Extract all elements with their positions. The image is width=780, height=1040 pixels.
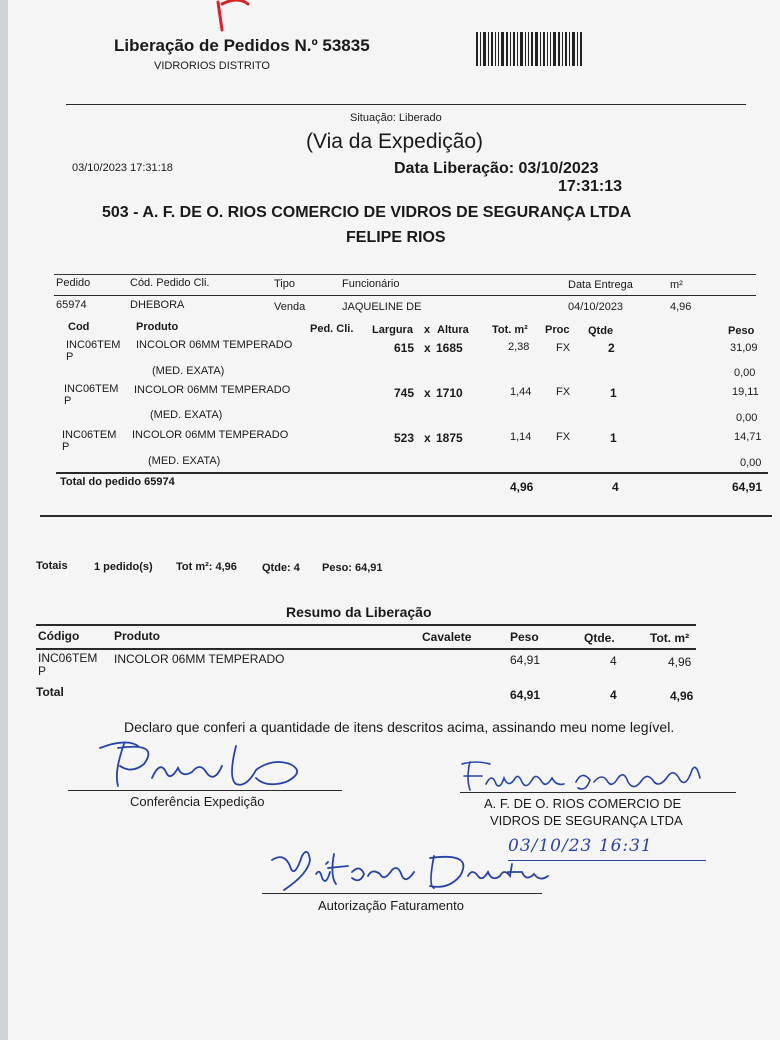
item-proc: FX (556, 342, 571, 354)
order-data-entrega: 04/10/2023 (568, 301, 624, 313)
barcode (476, 32, 596, 66)
item-altura: 1710 (436, 386, 463, 400)
signature-faturamento (264, 846, 554, 896)
order-funcionario: JAQUELINE DE (342, 301, 422, 313)
label-customer-line1: A. F. DE O. RIOS COMERCIO DE (484, 796, 682, 811)
summary-produto: INCOLOR 06MM TEMPERADO (114, 652, 285, 666)
col-largura: Largura (372, 324, 413, 336)
label-customer-line2: VIDROS DE SEGURANÇA LTDA (490, 813, 683, 828)
contact-name: FELIPE RIOS (346, 229, 446, 246)
summary-peso: 64,91 (510, 653, 541, 667)
item-cod: INC06TEM P (66, 339, 121, 363)
item-produto: INCOLOR 06MM TEMPERADO (134, 384, 291, 396)
summary-col-peso: Peso (510, 630, 539, 644)
release-date: Data Liberação: 03/10/2023 (394, 160, 599, 177)
order-total-peso: 64,91 (732, 480, 763, 494)
col-tipo: Tipo (274, 278, 295, 290)
situation: Situação: Liberado (350, 112, 442, 124)
item-tot-m2: 2,38 (508, 341, 530, 353)
item-altura: 1685 (436, 341, 463, 355)
via-label: (Via da Expedição) (306, 130, 484, 153)
col-tot-m2: Tot. m² (492, 324, 528, 336)
col-qtde: Qtde (588, 325, 614, 337)
label-autorizacao-faturamento: Autorização Faturamento (318, 898, 464, 913)
signature-line-faturamento (262, 893, 542, 894)
col-altura: Altura (437, 324, 469, 336)
item-x: x (424, 386, 431, 400)
release-time: 17:31:13 (558, 178, 623, 195)
summary-col-codigo: Código (38, 629, 80, 643)
col-x: x (424, 324, 431, 336)
item-tot-m2: 1,14 (510, 431, 532, 443)
summary-title: Resumo da Liberação (286, 604, 432, 620)
summary-total-qtde: 4 (610, 688, 617, 702)
item-note: (MED. EXATA) (150, 409, 223, 421)
col-produto: Produto (136, 321, 179, 333)
header-rule (66, 104, 746, 105)
col-cod: Cod (68, 321, 90, 333)
red-pen-mark (204, 0, 264, 40)
summary-qtde: 4 (610, 654, 617, 668)
item-qtde: 1 (610, 386, 617, 400)
order-total-rule (56, 472, 768, 474)
order-total-qtde: 4 (612, 480, 619, 494)
col-peso: Peso (728, 325, 755, 337)
order-header-rule (54, 295, 756, 296)
col-ped-cli: Ped. Cli. (310, 323, 354, 335)
totals-qtde: Qtde: 4 (262, 562, 300, 574)
item-altura: 1875 (436, 431, 463, 445)
col-data-entrega: Data Entrega (568, 279, 633, 291)
item-note-peso: 0,00 (734, 367, 756, 379)
item-peso: 19,11 (732, 386, 759, 398)
summary-col-tot-m2: Tot. m² (650, 631, 690, 645)
item-largura: 615 (394, 341, 415, 355)
handwritten-date: 03/10/23 16:31 (508, 836, 653, 856)
col-m2: m² (670, 279, 683, 291)
summary-col-produto: Produto (114, 629, 160, 643)
totals-label: Totais (36, 560, 68, 572)
summary-total-tot-m2: 4,96 (670, 689, 694, 703)
summary-total-peso: 64,91 (510, 688, 541, 702)
item-note-peso: 0,00 (740, 457, 762, 469)
order-table-top-rule (54, 274, 756, 275)
summary-tot-m2: 4,96 (668, 655, 692, 669)
col-proc: Proc (545, 324, 570, 336)
signature-line-customer (460, 792, 736, 793)
totals-pedidos: 1 pedido(s) (94, 561, 153, 573)
printed-timestamp: 03/10/2023 17:31:18 (72, 162, 173, 174)
item-largura: 523 (394, 431, 415, 445)
item-proc: FX (556, 431, 571, 443)
item-note: (MED. EXATA) (152, 365, 225, 377)
summary-col-cavalete: Cavalete (422, 630, 472, 644)
customer-name: 503 - A. F. DE O. RIOS COMERCIO DE VIDROS DE SEGURANÇA LTDA (102, 204, 632, 221)
order-m2: 4,96 (670, 301, 692, 313)
totals-peso: Peso: 64,91 (322, 562, 383, 574)
signature-conferencia (96, 738, 316, 794)
col-pedido: Pedido (56, 277, 91, 289)
item-largura: 745 (394, 386, 415, 400)
item-produto: INCOLOR 06MM TEMPERADO (136, 339, 293, 351)
item-x: x (424, 431, 431, 445)
order-tipo: Venda (274, 301, 306, 313)
item-note: (MED. EXATA) (148, 455, 221, 467)
summary-total-label: Total (36, 685, 64, 699)
summary-header-rule (36, 648, 696, 650)
item-tot-m2: 1,44 (510, 386, 532, 398)
col-cod-pedido-cli: Cód. Pedido Cli. (130, 277, 210, 289)
section-rule (40, 515, 772, 517)
item-peso: 14,71 (734, 431, 762, 443)
document-title: Liberação de Pedidos N.º 53835 (114, 36, 370, 55)
order-pedido: 65974 (56, 299, 87, 311)
order-cod-cli: DHEBORA (130, 299, 185, 311)
item-note-peso: 0,00 (736, 412, 758, 424)
item-x: x (424, 341, 431, 355)
item-proc: FX (556, 386, 571, 398)
issuer-name: VIDRORIOS DISTRITO (154, 60, 270, 72)
totals-m2: Tot m²: 4,96 (176, 561, 237, 573)
item-qtde: 2 (608, 341, 615, 355)
declaration-text: Declaro que conferi a quantidade de itens descritos acima, assinando meu nome legível. (124, 719, 675, 735)
label-conferencia-expedicao: Conferência Expedição (130, 794, 265, 809)
item-produto: INCOLOR 06MM TEMPERADO (132, 429, 289, 441)
signature-line-conferencia (68, 790, 342, 791)
item-qtde: 1 (610, 431, 617, 445)
order-total-m2: 4,96 (510, 480, 534, 494)
item-cod: INC06TEM P (62, 429, 117, 453)
summary-col-qtde: Qtde. (584, 631, 615, 645)
document-page (8, 0, 780, 1040)
summary-codigo: INC06TEM P (38, 651, 98, 678)
col-funcionario: Funcionário (342, 278, 400, 290)
item-cod: INC06TEM P (64, 383, 119, 407)
item-peso: 31,09 (730, 342, 758, 354)
order-total-label: Total do pedido 65974 (60, 476, 175, 488)
summary-top-rule (36, 624, 696, 626)
